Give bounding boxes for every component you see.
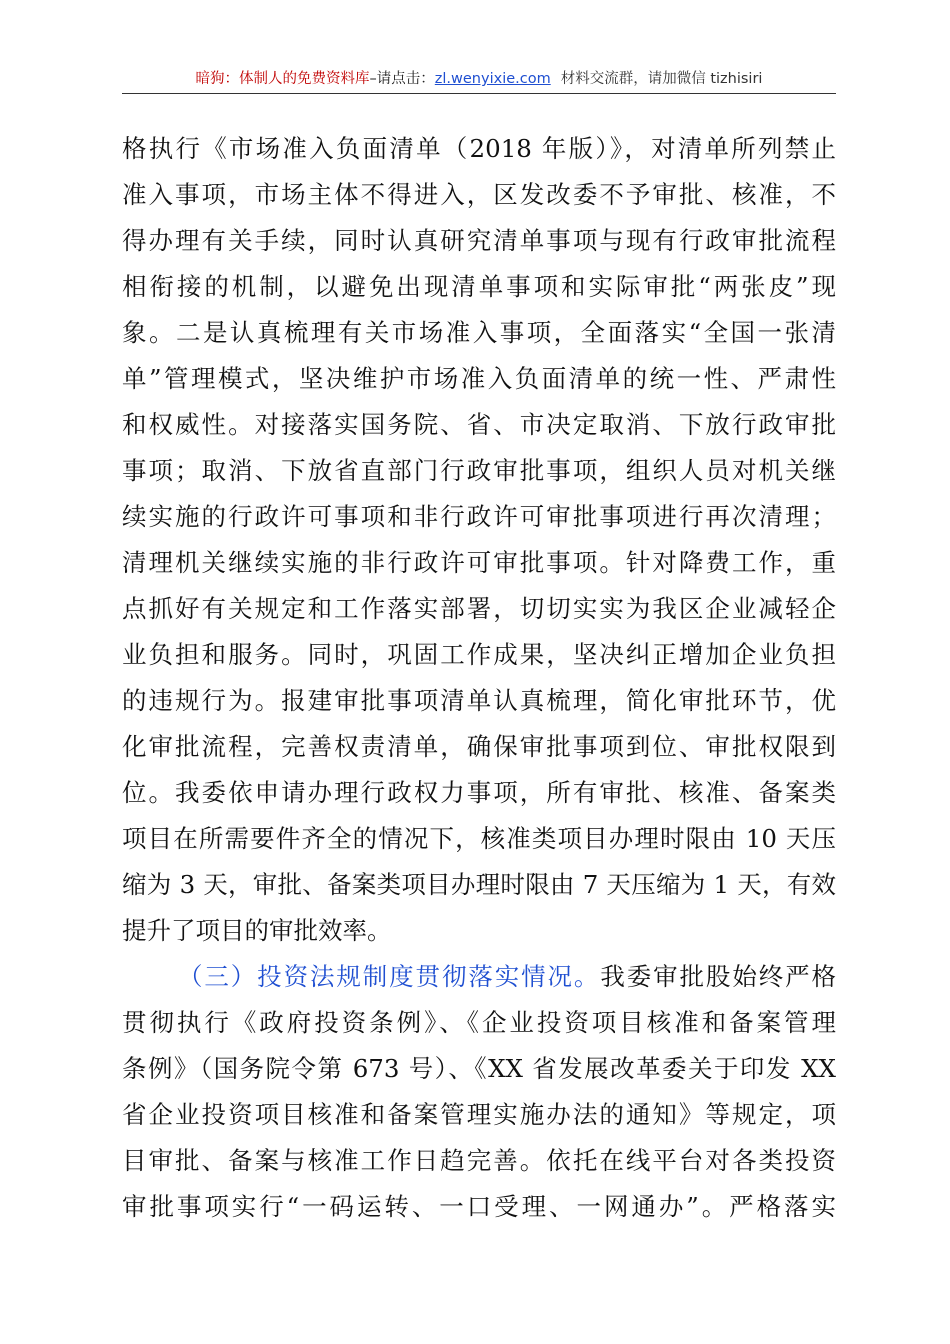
body-line: 清理机关继续实施的非行政许可审批事项。针对降费工作，重: [122, 548, 836, 577]
section-first-line-text: 我委审批股始终严格: [600, 962, 836, 991]
header-brand: 暗狗：体制人的免费资料库: [195, 71, 370, 87]
body-line: 事项；取消、下放省直部门行政审批事项，组织人员对机关继: [122, 456, 836, 485]
body-line: 和权威性。对接落实国务院、省、市决定取消、下放行政审批: [122, 410, 836, 439]
section-line: 目审批、备案与核准工作日趋完善。依托在线平台对各类投资: [122, 1146, 836, 1175]
body-line: 续实施的行政许可事项和非行政许可审批事项进行再次清理；: [122, 502, 836, 531]
header-link[interactable]: zl.wenyixie.com: [434, 71, 551, 87]
body-line: 的违规行为。报建审批事项清单认真梳理，简化审批环节，优: [122, 686, 836, 715]
body-line: 得办理有关手续，同时认真研究清单事项与现有行政审批流程: [122, 226, 836, 255]
body-line: 提升了项目的审批效率。: [122, 916, 392, 945]
section-line: 贯彻执行《政府投资条例》、《企业投资项目核准和备案管理: [122, 1008, 836, 1037]
header-divider: [122, 93, 836, 94]
section-line: 省企业投资项目核准和备案管理实施办法的通知》等规定，项: [122, 1100, 836, 1129]
body-line: 业负担和服务。同时，巩固工作成果，坚决纠正增加企业负担: [122, 640, 836, 669]
section-line: 条例》（国务院令第 673 号）、《XX 省发展改革委关于印发 XX: [122, 1054, 836, 1083]
body-line: 格执行《市场准入负面清单（2018 年版）》，对清单所列禁止: [122, 134, 836, 163]
section-first-line: [122, 954, 836, 1000]
body-line: 象。二是认真梳理有关市场准入事项，全面落实“全国一张清: [122, 318, 836, 347]
body-line: 项目在所需要件齐全的情况下，核准类项目办理时限由 10 天压: [122, 824, 836, 853]
body-line: 点抓好有关规定和工作落实部署，切切实实为我区企业减轻企: [122, 594, 836, 623]
body-line: 相衔接的机制，以避免出现清单事项和实际审批“两张皮”现: [122, 272, 836, 301]
body-line: 化审批流程，完善权责清单，确保审批事项到位、审批权限到: [122, 732, 836, 761]
header-separator: –请点击：: [369, 71, 435, 87]
page-header: [122, 68, 836, 90]
body-line: 位。我委依申请办理行政权力事项，所有审批、核准、备案类: [122, 778, 836, 807]
body-line: 缩为 3 天，审批、备案类项目办理时限由 7 天压缩为 1 天，有效: [122, 870, 836, 899]
document-body: [122, 126, 836, 1230]
body-line: 准入事项，市场主体不得进入，区发改委不予审批、核准，不: [122, 180, 836, 209]
body-line: 单”管理模式，坚决维护市场准入负面清单的统一性、严肃性: [122, 364, 836, 393]
section-line: 审批事项实行“一码运转、一口受理、一网通办”。严格落实: [122, 1192, 836, 1221]
header-contact: 材料交流群，请加微信 tizhisiri: [560, 71, 763, 87]
section-heading: （三）投资法规制度贯彻落实情况。: [178, 962, 601, 991]
